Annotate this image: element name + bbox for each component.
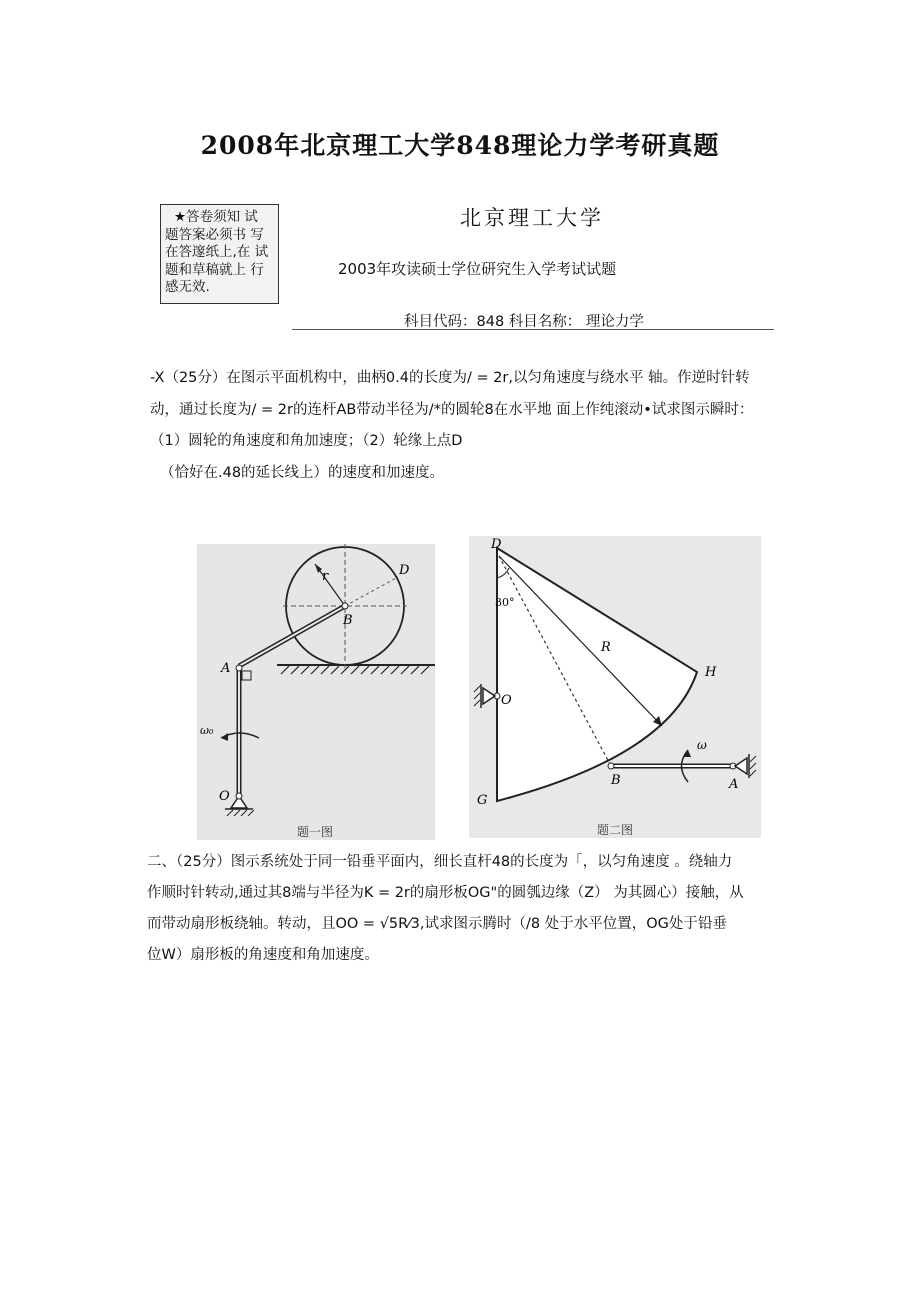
subject-info: 科目代码：848 科目名称： 理论力学 [404,314,644,330]
notice-line: 在答邃纸上,在 试 [165,244,269,260]
page-title: 2008年北京理工大学848理论力学考研真题 [200,131,720,160]
exam-title: 2003年攻读硕士学位研究生入学考试试题 [338,260,617,278]
figure-1 [197,544,435,840]
fig1-label-d: D [399,563,410,578]
q1-line: （恰好在.48的延长线上）的速度和加速度。 [160,465,445,481]
fig2-label-h: H [705,665,717,680]
fig1-label-o: O [219,789,230,804]
fig2-label-d: D [491,537,502,552]
q2-line: 而带动扇形板绕轴。转动，且OO = √5R⁄3,试求图示腾时（/8 处于水平位置，OG处于铅垂 [147,916,727,932]
fig2-caption: 题二图 [597,823,634,837]
fig2-label-b: B [611,773,621,788]
header-divider [292,329,774,330]
notice-line: 题和草稿就上 行 [165,261,264,278]
fig2-label-angle: 30° [495,596,515,609]
question-1 [150,366,790,486]
fig2-label-o: O [501,693,512,708]
q2-line: 作顺时针转动,通过其8端与半径为K = 2r的扇形板OG"的圆瓠边缘（Z） 为其圆心）接触，从 [147,885,744,901]
fig2-label-r: R [601,640,611,655]
fig2-label-omega: ω [697,738,707,752]
university-name: 北京理工大学 [460,206,604,230]
fig2-label-a: A [729,777,739,792]
fig1-label-b: B [343,613,353,628]
notice-line: 题答案必须书 写 [165,226,264,243]
question-2 [147,850,787,970]
q1-line: （1）圆轮的角速度和角加速度；（2）轮缘上点D [150,433,463,449]
figure-2 [469,536,761,838]
fig1-caption: 题一图 [297,825,334,839]
answer-notice-box [160,204,279,304]
fig1-label-a: A [221,661,231,676]
fig2-label-g: G [477,793,488,808]
q2-line: 位W）扇形板的角速度和角加速度。 [147,947,379,963]
q1-line: 动，通过长度为/ = 2r的连杆AB带动半径为/*的圆轮8在水平地 面上作纯滚动•试求图示瞬时： [150,402,754,418]
q2-line: 二、（25分）图示系统处于同一铅垂平面内，细长直杆48的长度为「，以匀角速度 。绕轴力 [147,854,733,870]
fig1-label-omega: ω₀ [200,724,214,737]
q1-line: -X（25分）在图示平面机构中，曲柄0.4的长度为/ = 2r,以匀角速度与绕水平 轴。作逆时针转 [150,370,750,386]
notice-line: ★答卷须知 试 [174,209,258,225]
notice-line: 感无效. [165,279,210,295]
fig1-label-r: r [322,569,329,584]
